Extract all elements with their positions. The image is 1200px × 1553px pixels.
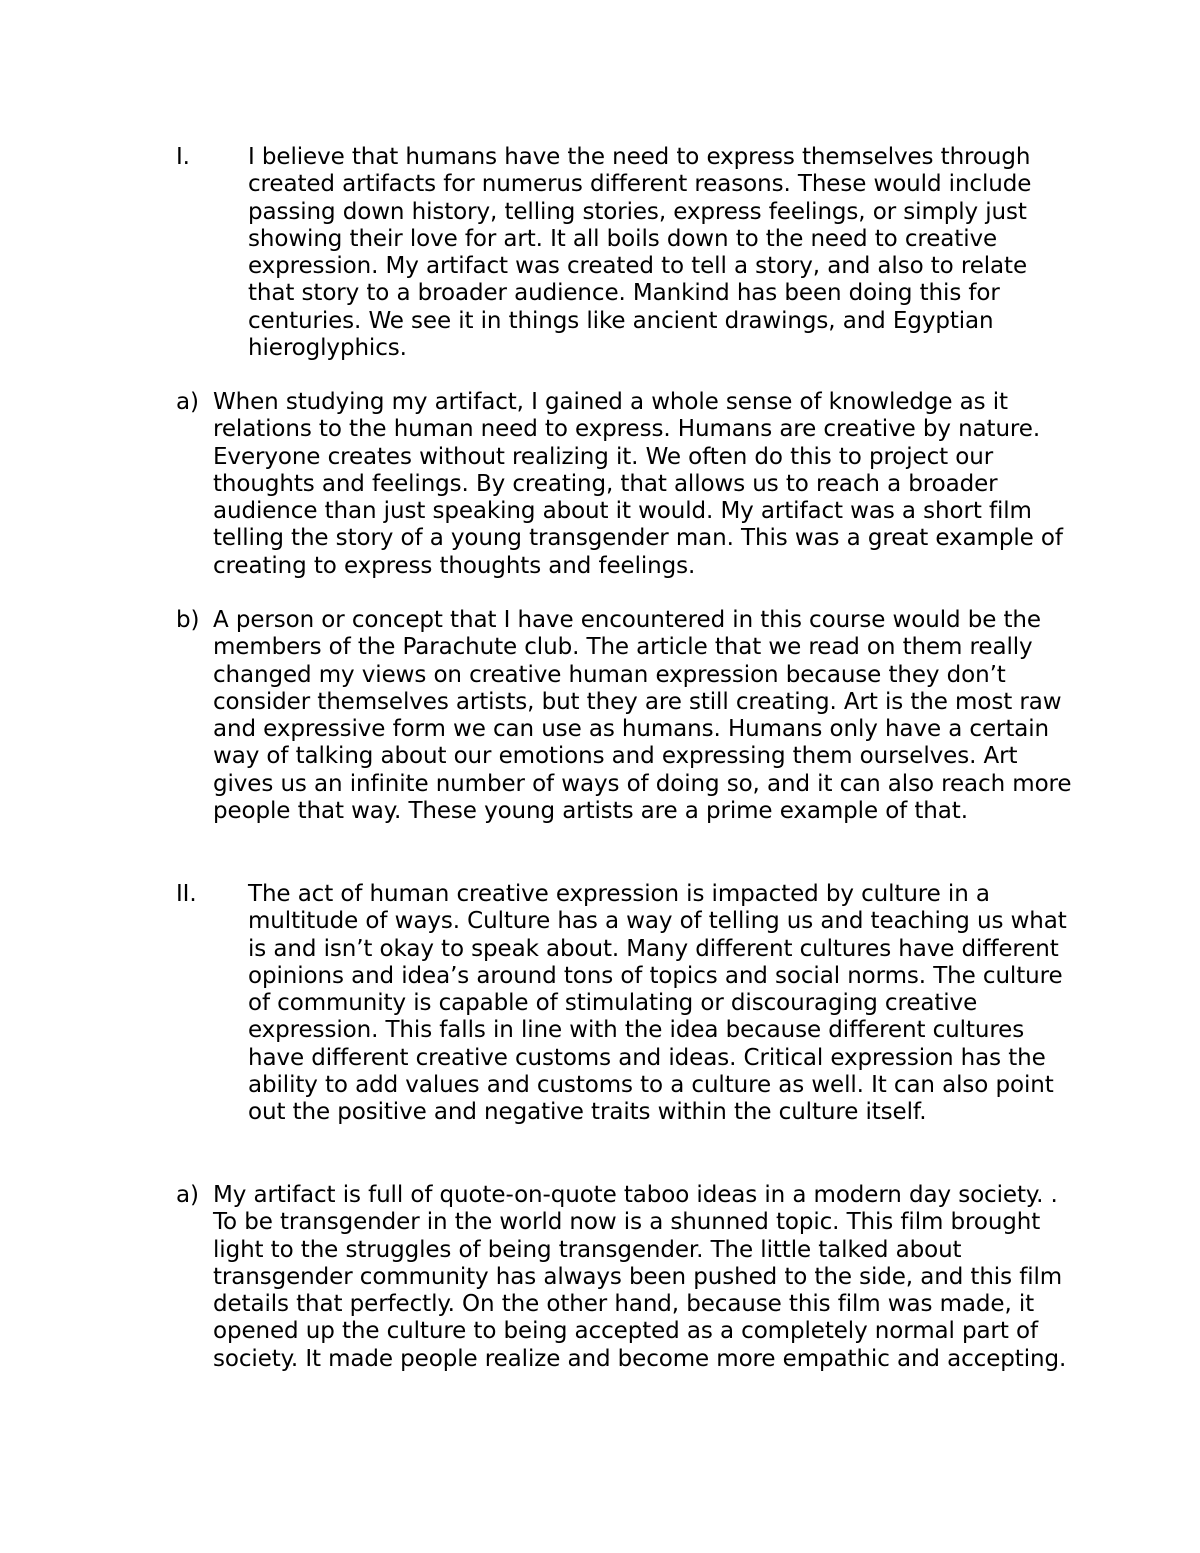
section-i: [176, 144, 1076, 390]
section-i-a: [176, 389, 1076, 589]
paragraph-text: I believe that humans have the need to express themselves through created artifacts for numerus different reasons. These would include passing down history, telling stories, express feelings, or simply just showing their love for art. It all boils down to the need to creative expression. My artifact was created to tell a story, and also to relate that story to a broader audience. Mankind has been doing this for centuries. We see it in things like ancient drawings, and Egyptian hieroglyphics.: [248, 144, 1032, 362]
paragraph-text: A person or concept that I have encountered in this course would be the members of the Parachute club. The article that we read on them really changed my views on creative human expression because they don’t consider themselves artists, but they are still creating. Art is the most raw and expressive form we can use as humans. Humans only have a certain way of talking about our emotions and expressing them ourselves. Art gives us an infinite number of ways of doing so, and it can also reach more people that way. These young artists are a prime example of that.: [213, 607, 1072, 825]
list-marker: I.: [176, 144, 190, 170]
list-marker: a): [176, 1182, 199, 1208]
section-i-b: [176, 607, 1076, 857]
list-marker: a): [176, 389, 199, 415]
list-marker: II.: [176, 881, 197, 907]
section-ii: [176, 881, 1076, 1161]
paragraph-text: When studying my artifact, I gained a whole sense of knowledge as it relations to the human need to express. Humans are creative by nature. Everyone creates without realizing it. We often do this to project our thoughts and feelings. By creating, that allows us to reach a broader audience than just speaking about it would. My artifact was a short film telling the story of a young transgender man. This was a great example of creating to express thoughts and feelings.: [213, 389, 1063, 579]
section-ii-a: [176, 1182, 1076, 1402]
paragraph-text: My artifact is full of quote-on-quote taboo ideas in a modern day society. . To be transgender in the world now is a shunned topic. This film brought light to the struggles of being transgender. The little talked about transgender community has always been pushed to the side, and this film details that perfectly. On the other hand, because this film was made, it opened up the culture to being accepted as a completely normal part of society. It made people realize and become more empathic and accepting.: [213, 1182, 1067, 1372]
list-marker: b): [176, 607, 200, 633]
paragraph-text: The act of human creative expression is impacted by culture in a multitude of ways. Culture has a way of telling us and teaching us what is and isn’t okay to speak about. Many different cultures have different opinions and idea’s around tons of topics and social norms. The culture of community is capable of stimulating or discouraging creative expression. This falls in line with the idea because different cultures have different creative customs and ideas. Critical expression has the ability to add values and customs to a culture as well. It can also point out the positive and negative traits within the culture itself.: [248, 881, 1067, 1126]
